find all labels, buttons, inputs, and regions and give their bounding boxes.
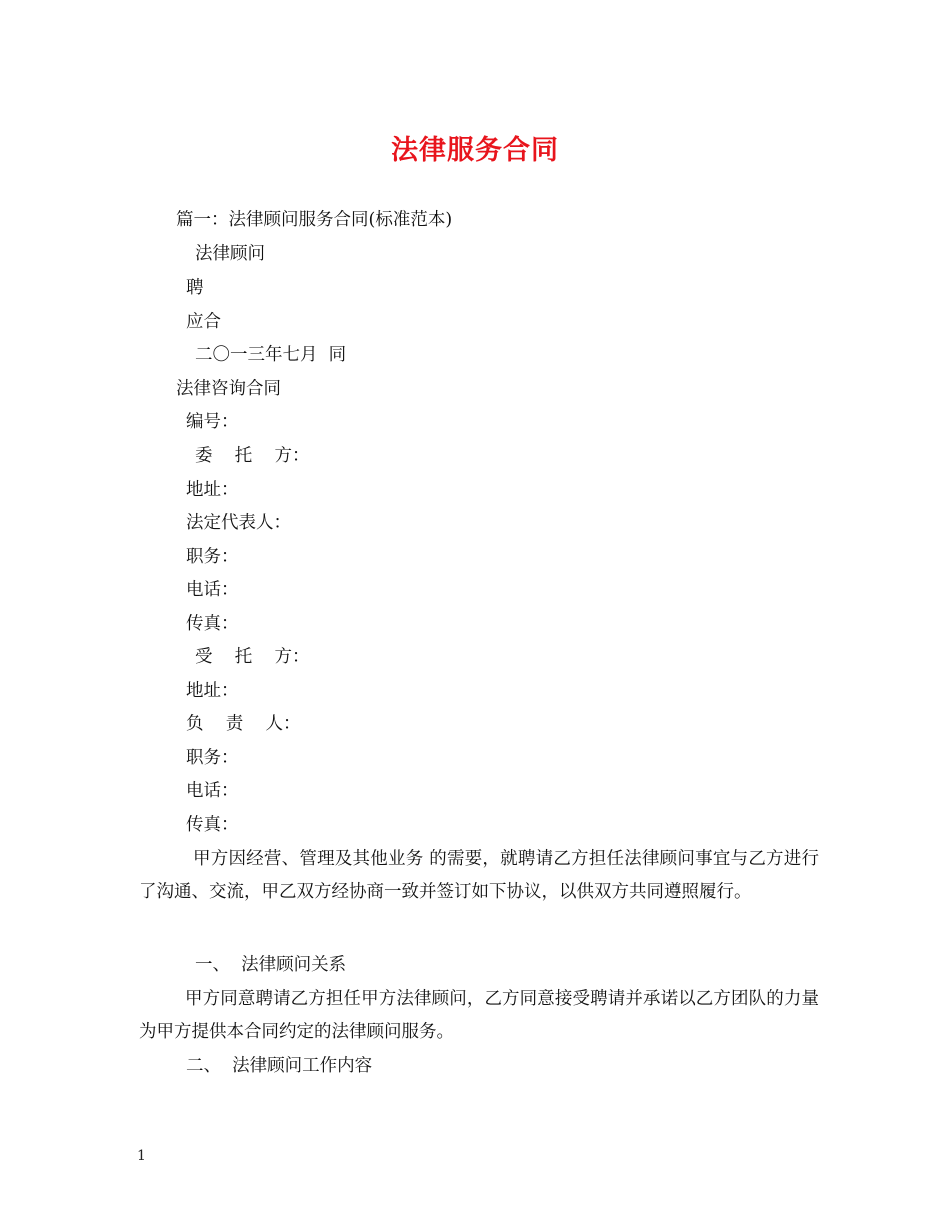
field-number: 编号： — [186, 412, 239, 432]
field-responsible-person: 负 责 人： — [186, 714, 301, 734]
field-client-fax: 传真： — [186, 614, 239, 634]
page-number: 1 — [137, 1148, 146, 1164]
field-trustee-fax: 传真： — [186, 815, 239, 835]
field-trustee-address: 地址： — [186, 681, 239, 701]
chapter-heading: 篇一：法律顾问服务合同(标准范本) — [176, 210, 453, 230]
document-title: 法律服务合同 — [391, 135, 559, 166]
field-client: 委 托 方： — [195, 446, 310, 466]
field-trustee-position: 职务： — [186, 748, 239, 768]
field-legal-representative: 法定代表人： — [186, 513, 291, 533]
field-trustee: 受 托 方： — [195, 647, 310, 667]
cover-date-line: 二〇一三年七月 同 — [195, 345, 347, 365]
section-1-paragraph: 甲方同意聘请乙方担任甲方法律顾问，乙方同意接受聘请并承诺以乙方团队的力量为甲方提供本合同约定的法律顾问服务。 — [139, 989, 819, 1042]
field-trustee-phone: 电话： — [186, 781, 239, 801]
cover-line-3: 应合 — [186, 312, 221, 332]
section-heading-1: 一、 法律顾问关系 — [195, 955, 347, 975]
field-client-position: 职务： — [186, 547, 239, 567]
preamble-paragraph: 甲方因经营、管理及其他业务 的需要，就聘请乙方担任法律顾问事宜与乙方进行了沟通、交流，甲乙双方经协商一致并签订如下协议，以供双方共同遵照履行。 — [139, 849, 819, 902]
field-client-phone: 电话： — [186, 580, 239, 600]
field-client-address: 地址： — [186, 480, 239, 500]
cover-line-1: 法律顾问 — [195, 244, 265, 264]
section-heading-2: 二、 法律顾问工作内容 — [186, 1056, 373, 1076]
cover-line-2: 聘 — [186, 278, 204, 298]
contract-subtitle: 法律咨询合同 — [176, 379, 281, 399]
